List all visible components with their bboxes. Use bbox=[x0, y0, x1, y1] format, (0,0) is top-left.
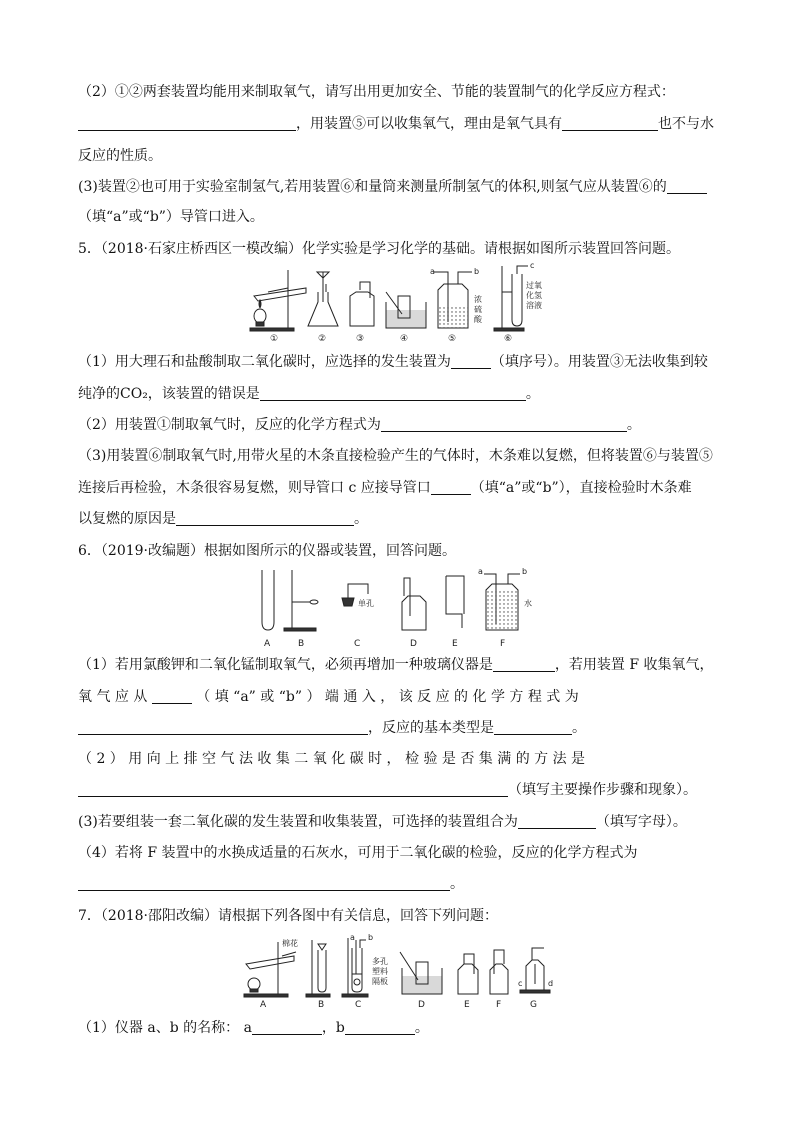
apparatus-C-tube bbox=[342, 938, 368, 997]
apparatus-label: B bbox=[298, 639, 305, 649]
cotton-label: 棉花 bbox=[282, 939, 298, 948]
q4-part2-line3: 反应的性质。 bbox=[78, 148, 162, 164]
apparatus-D-trough bbox=[400, 952, 442, 994]
apparatus-label: F bbox=[496, 1000, 502, 1010]
q4-part3-line2: （填“a”或“b”）导管口进入。 bbox=[78, 209, 264, 225]
answer-blank[interactable] bbox=[78, 720, 368, 735]
apparatus-2-flask bbox=[308, 272, 338, 326]
port-label-b: b bbox=[368, 934, 374, 942]
q5-part1-text-end: （填序号）。用装置③无法收集到较 bbox=[490, 354, 708, 370]
q5-part1-text-end: 。 bbox=[525, 386, 540, 402]
peroxide-label: 过氧 bbox=[526, 281, 542, 290]
answer-blank[interactable] bbox=[381, 417, 627, 432]
q5-part1-text: （1）用大理石和盐酸制取二氧化碳时，应选择的发生装置为 bbox=[78, 354, 451, 370]
apparatus-6-tube bbox=[494, 266, 528, 331]
q5-apparatus-figure bbox=[246, 262, 546, 344]
apparatus-label: ④ bbox=[400, 334, 409, 344]
q5-title: 5．（2018·石家庄桥西区一模改编）化学实验是学习化学的基础。请根据如图所示装置回答问题。 bbox=[78, 241, 680, 257]
q5-part3-line3 bbox=[78, 509, 718, 529]
answer-blank[interactable] bbox=[518, 814, 596, 829]
apparatus-1-heating bbox=[250, 270, 306, 331]
answer-blank[interactable] bbox=[451, 354, 491, 369]
q4-part2-text-end: 也不与水 bbox=[658, 116, 714, 132]
answer-blank[interactable] bbox=[176, 511, 354, 526]
apparatus-label: A bbox=[264, 639, 271, 649]
q4-part2-line2 bbox=[78, 114, 718, 134]
apparatus-G-bottle bbox=[520, 948, 550, 993]
q5-part2-line bbox=[78, 415, 718, 435]
answer-blank[interactable] bbox=[562, 116, 658, 131]
q6-part4-line2 bbox=[78, 874, 718, 894]
q5-part3-line1: （3)用装置⑥制取氧气时,用带火星的木条直接检验产生的气体时，木条难以复燃，但将装置⑥与装置⑤ bbox=[78, 448, 713, 464]
q6-part1-line3 bbox=[78, 718, 718, 738]
acid-label: 硫 bbox=[474, 305, 482, 314]
q6-part1-text-end: ，若用装置 F 收集氧气， bbox=[554, 657, 714, 673]
port-label-b: b bbox=[474, 267, 480, 276]
q6-part1-text-mid: （ 填 “a” 或 “b” ） 端 通 入 ， 该 反 应 的 化 学 方 程 式 为 bbox=[196, 689, 579, 705]
porous-plate-label: 隔板 bbox=[372, 977, 388, 986]
q6-title: 6．（2019·改编题）根据如图所示的仪器或装置，回答问题。 bbox=[78, 543, 456, 559]
q5-part3-line2 bbox=[78, 478, 718, 498]
port-label-a: a bbox=[430, 267, 435, 276]
answer-blank[interactable] bbox=[78, 116, 296, 131]
apparatus-label: A bbox=[260, 1000, 267, 1010]
q6-part2-line1: （ 2 ） 用 向 上 排 空 气 法 收 集 二 氧 化 碳 时 ， 检 验 是 否 集 满 的 方 法 是 bbox=[78, 751, 586, 767]
q6-part1-line2 bbox=[78, 687, 718, 707]
q6-part4-text-end: 。 bbox=[450, 876, 464, 892]
q6-part1-text-end: 。 bbox=[572, 720, 586, 736]
port-label-d: d bbox=[548, 979, 554, 988]
answer-blank[interactable] bbox=[667, 179, 707, 194]
answer-blank[interactable] bbox=[494, 720, 572, 735]
apparatus-5-wash-bottle bbox=[434, 272, 472, 328]
port-label-a: a bbox=[478, 567, 483, 576]
apparatus-label: D bbox=[410, 639, 417, 649]
q6-part4-line1: （4）若将 F 装置中的水换成适量的石灰水，可用于二氧化碳的检验，反应的化学方程式为 bbox=[78, 845, 638, 861]
answer-blank[interactable] bbox=[493, 657, 555, 672]
apparatus-label: ② bbox=[318, 334, 327, 344]
q7-apparatus-figure bbox=[242, 934, 558, 1010]
porous-plate-label: 塑料 bbox=[372, 967, 388, 976]
apparatus-D-bottle bbox=[402, 578, 426, 630]
apparatus-F-gas-bottle bbox=[484, 574, 520, 630]
apparatus-label: C bbox=[355, 1000, 362, 1010]
answer-blank[interactable] bbox=[345, 1020, 415, 1035]
peroxide-label: 化氢 bbox=[526, 291, 542, 300]
apparatus-4-trough bbox=[386, 292, 426, 328]
acid-label: 酸 bbox=[474, 315, 482, 324]
apparatus-label: ① bbox=[270, 334, 279, 344]
apparatus-3-bottle bbox=[350, 282, 374, 326]
apparatus-B-iron-stand bbox=[284, 570, 318, 631]
q5-part1-text: 纯净的CO₂，该装置的错误是 bbox=[78, 386, 260, 402]
q5-part2-text-end: 。 bbox=[626, 417, 641, 433]
porous-plate-label: 多孔 bbox=[372, 957, 388, 966]
q4-part2-line1: （2）①②两套装置均能用来制取氧气，请写出用更加安全、节能的装置制气的化学反应方程式： bbox=[78, 84, 675, 100]
apparatus-E-bottle bbox=[458, 954, 478, 994]
q6-part2-text: （填写主要操作步骤和现象）。 bbox=[508, 782, 697, 798]
q7-part1-text: （1）仪器 a、b 的名称： a bbox=[78, 1020, 252, 1036]
apparatus-label: B bbox=[318, 1000, 325, 1010]
answer-blank[interactable] bbox=[260, 386, 526, 401]
apparatus-E-bent-tube bbox=[446, 576, 464, 628]
apparatus-label: E bbox=[452, 639, 458, 649]
answer-blank[interactable] bbox=[431, 480, 471, 495]
acid-label: 浓 bbox=[474, 295, 482, 304]
answer-blank[interactable] bbox=[78, 782, 508, 797]
port-label-c: c bbox=[518, 979, 523, 988]
q7-title: 7．（2018·邵阳改编）请根据下列各图中有关信息，回答下列问题： bbox=[78, 908, 498, 924]
apparatus-F-bottle bbox=[490, 950, 508, 994]
q5-part3-text: 以复燃的原因是 bbox=[78, 511, 176, 527]
q6-part1-line1 bbox=[78, 655, 718, 675]
apparatus-A-heating bbox=[244, 942, 296, 997]
q6-part3-text: (3)若要组装一套二氧化碳的发生装置和收集装置，可选择的装置组合为 bbox=[78, 814, 518, 830]
q7-part1-text-end: 。 bbox=[414, 1020, 429, 1036]
q6-part1-text: ，反应的基本类型是 bbox=[368, 720, 494, 736]
answer-blank[interactable] bbox=[152, 689, 192, 704]
q6-part1-text: （1）若用氯酸钾和二氧化锰制取氧气，必须再增加一种玻璃仪器是 bbox=[78, 657, 493, 673]
q5-part3-text-end: 。 bbox=[354, 511, 368, 527]
apparatus-label: ⑤ bbox=[448, 334, 457, 344]
q6-part2-line2 bbox=[78, 780, 718, 800]
q5-part1-line2 bbox=[78, 384, 718, 404]
water-label: 水 bbox=[524, 599, 532, 608]
apparatus-label: ⑥ bbox=[504, 334, 513, 344]
apparatus-B-tube bbox=[306, 940, 330, 997]
q4-part3-text: (3)装置②也可用于实验室制氢气,若用装置⑥和量筒来测量所制氢气的体积,则氢气应从装置⑥的 bbox=[78, 179, 667, 195]
answer-blank[interactable] bbox=[252, 1020, 322, 1035]
q6-part3-line bbox=[78, 812, 718, 832]
peroxide-label: 溶液 bbox=[526, 301, 542, 310]
single-hole-label: 单孔 bbox=[358, 599, 374, 608]
q5-part3-text-end: （填“a”或“b”），直接检验时木条难 bbox=[470, 480, 692, 496]
q4-part2-text: ，用装置⑤可以收集氧气，理由是氧气具有 bbox=[296, 116, 562, 132]
q5-part1-line1 bbox=[78, 352, 718, 372]
q7-part1-text-mid: ，b bbox=[321, 1020, 345, 1036]
port-label-a: a bbox=[350, 934, 355, 942]
port-label-c: c bbox=[530, 262, 535, 270]
apparatus-label: ③ bbox=[356, 334, 365, 344]
apparatus-label: D bbox=[418, 1000, 425, 1010]
q5-part2-text: （2）用装置①制取氧气时，反应的化学方程式为 bbox=[78, 417, 381, 433]
answer-blank[interactable] bbox=[78, 876, 450, 891]
q5-part3-text: 连接后再检验，木条很容易复燃，则导管口 c 应接导管口 bbox=[78, 480, 431, 496]
port-label-b: b bbox=[522, 567, 528, 576]
q6-apparatus-figure bbox=[254, 566, 544, 650]
q4-part3-line1 bbox=[78, 177, 718, 197]
apparatus-label: C bbox=[354, 639, 361, 649]
apparatus-label: E bbox=[464, 1000, 470, 1010]
apparatus-label: F bbox=[500, 639, 506, 649]
q6-part1-text: 氧 气 应 从 bbox=[78, 689, 148, 705]
apparatus-label: G bbox=[530, 1000, 537, 1010]
q6-part3-text-end: （填写字母）。 bbox=[595, 814, 687, 830]
q7-part1-line bbox=[78, 1018, 718, 1038]
apparatus-A-test-tube bbox=[262, 570, 274, 630]
